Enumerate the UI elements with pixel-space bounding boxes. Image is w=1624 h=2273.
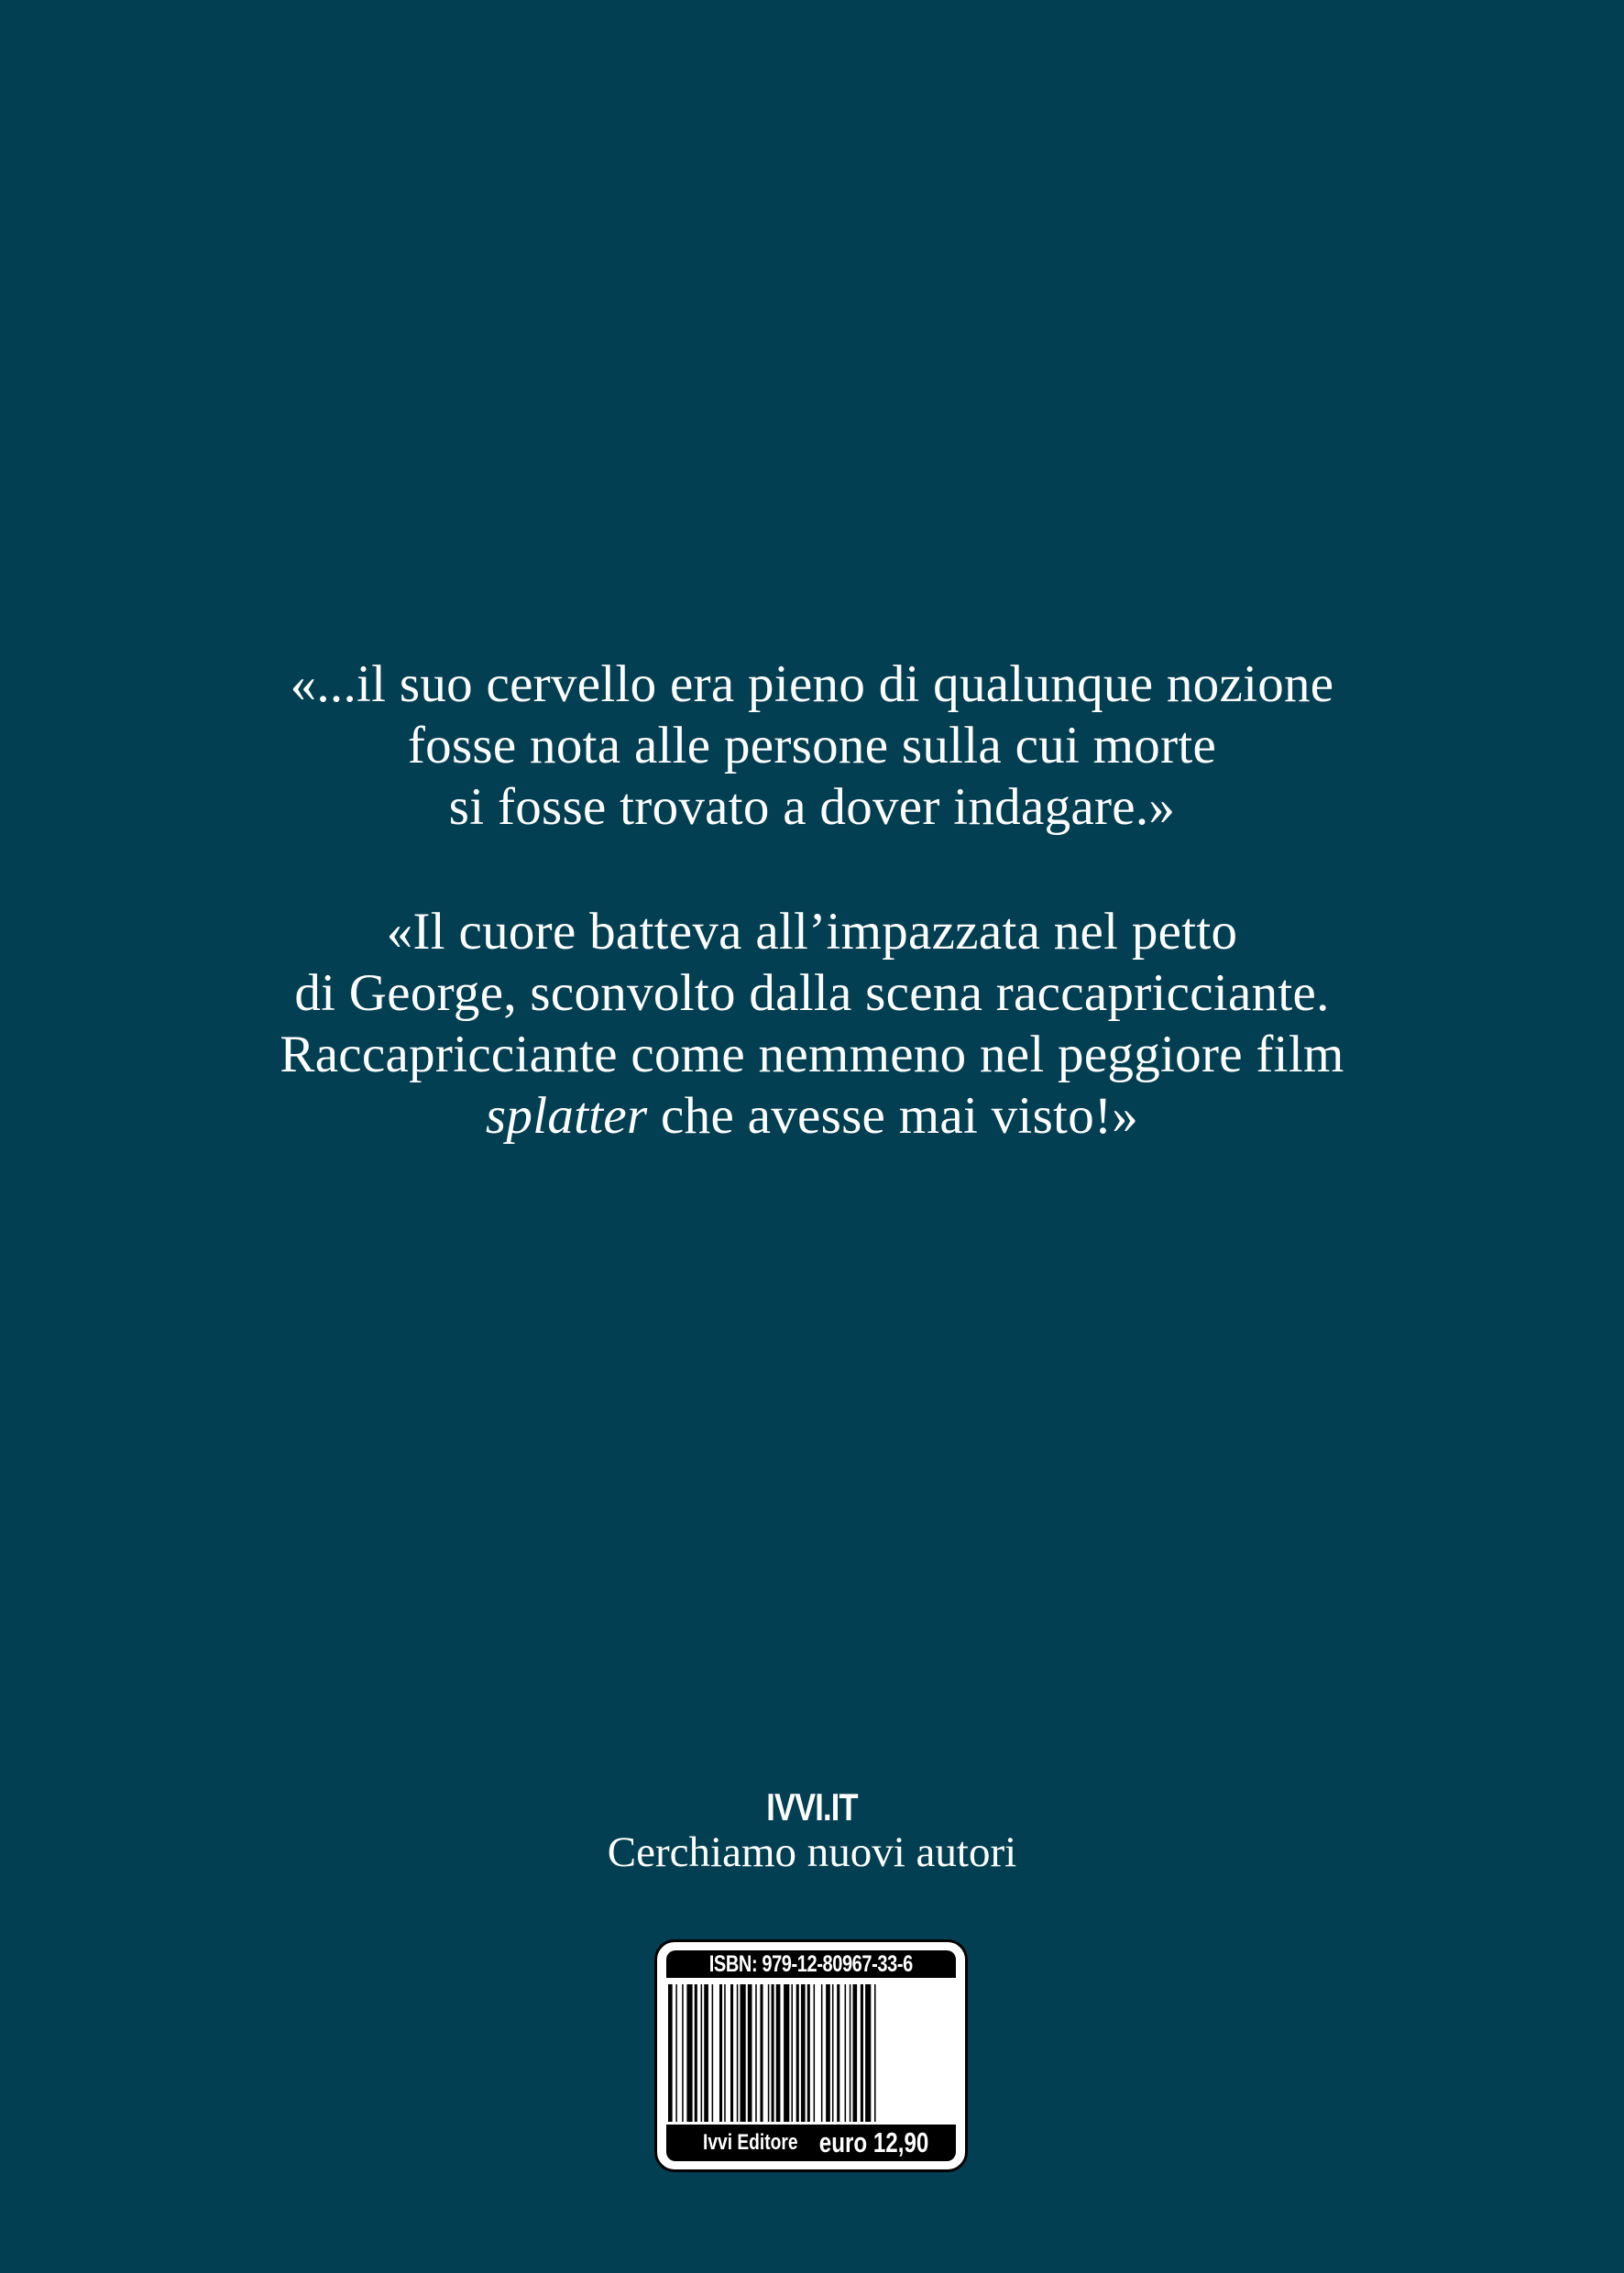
quote-1-line-2: fosse nota alle persone sulla cui morte	[407, 717, 1217, 774]
barcode-stripe	[796, 1984, 799, 2122]
barcode-stripe	[730, 1984, 733, 2122]
barcode-stripe	[695, 1984, 697, 2122]
publisher-website: IVVI.IT	[766, 1785, 858, 1828]
barcode-stripe	[748, 1984, 752, 2122]
barcode-stripe	[760, 1984, 763, 2122]
quote-2-line-1: «Il cuore batteva all’impazzata nel petto	[386, 903, 1238, 961]
quote-2-line-4-rest: che avesse mai visto!»	[647, 1087, 1139, 1145]
back-cover-quote-2	[0, 901, 1624, 1147]
isbn-text: ISBN: 979-12-80967-33-6	[708, 1951, 914, 1977]
barcode-stripe	[845, 1984, 847, 2122]
barcode-stripe	[853, 1984, 858, 2122]
barcode-stripe	[675, 1984, 677, 2122]
barcode-stripe	[791, 1984, 793, 2122]
barcode-stripe	[704, 1984, 708, 2122]
barcode-stripe	[814, 1984, 816, 2122]
barcode-stripe	[724, 1984, 726, 2122]
barcode-stripe	[861, 1984, 863, 2122]
publisher-name: Ivvi Editore	[703, 2130, 798, 2155]
italic-word: splatter	[485, 1087, 648, 1145]
back-cover-quote-1	[0, 653, 1624, 838]
isbn-bar	[666, 1950, 956, 1978]
barcode-stripe	[741, 1984, 746, 2122]
barcode-stripe	[801, 1984, 806, 2122]
barcode-icon	[666, 1984, 956, 2122]
quote-2-line-2: di George, sconvolto dalla scena raccapricciante.	[294, 964, 1330, 1022]
barcode-stripe	[701, 1984, 703, 2122]
barcode-stripe	[755, 1984, 757, 2122]
barcode-stripe	[719, 1984, 722, 2122]
barcode-stripe	[712, 1984, 714, 2122]
barcode-label	[654, 1939, 968, 2172]
barcode-stripe	[821, 1984, 823, 2122]
quote-1-line-1: «...il suo cervello era pieno di qualunque nozione	[290, 655, 1334, 713]
quote-2-line-4	[0, 1085, 1624, 1147]
quote-1-line-3: si fosse trovato a dover indagare.»	[448, 778, 1176, 836]
barcode-stripe	[768, 1984, 770, 2122]
barcode-stripe	[850, 1984, 851, 2122]
barcode-stripe	[737, 1984, 739, 2122]
barcode-stripe	[874, 1984, 876, 2122]
price-bar	[666, 2125, 956, 2161]
barcode-stripe	[776, 1984, 781, 2122]
publisher-tagline: Cerchiamo nuovi autori	[607, 1828, 1017, 1876]
barcode-stripe	[686, 1984, 692, 2122]
barcode-stripe	[807, 1984, 810, 2122]
barcode-stripe	[668, 1984, 673, 2122]
barcode-stripe	[865, 1984, 871, 2122]
barcode-stripe	[832, 1984, 834, 2122]
barcode-stripe	[772, 1984, 774, 2122]
barcode-stripe	[682, 1984, 684, 2122]
price: euro 12,90	[818, 2126, 928, 2158]
quote-2-line-3: Raccapricciante come nemmeno nel peggiore film	[280, 1026, 1344, 1083]
barcode-stripe	[837, 1984, 839, 2122]
barcode-stripe	[784, 1984, 789, 2122]
barcode-stripe	[826, 1984, 830, 2122]
